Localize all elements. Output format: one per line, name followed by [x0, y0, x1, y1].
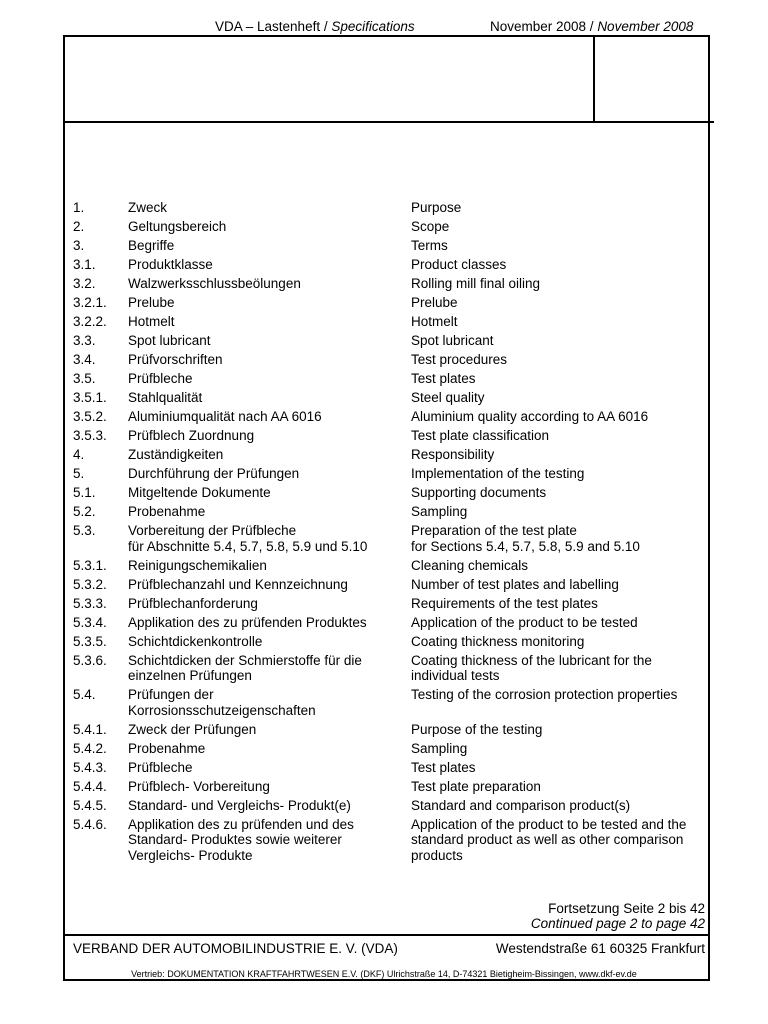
toc-title-line: für Abschnitte 5.4, 5.7, 5.8, 5.9 und 5.10 — [128, 538, 368, 554]
toc-section-number: 5.4.3. — [73, 759, 107, 775]
toc-title-line: Walzwerksschlussbeölungen — [128, 276, 301, 291]
toc-row — [73, 653, 710, 684]
toc-title-line: Aluminiumqualität nach AA 6016 — [128, 409, 322, 424]
toc-title-german — [128, 295, 411, 311]
toc-title-english — [411, 257, 711, 273]
toc-row — [73, 523, 710, 554]
toc-title-german — [128, 409, 411, 425]
toc-section-number: 1. — [73, 200, 85, 215]
toc-title-german — [128, 200, 411, 216]
toc-title-english — [411, 466, 711, 482]
toc-title-line: Hotmelt — [411, 314, 458, 329]
toc-title-line: Prüfbleche — [128, 759, 193, 775]
toc-title-line: Coating thickness monitoring — [411, 633, 585, 649]
toc-row — [73, 596, 710, 612]
toc-title-german — [128, 219, 411, 235]
table-of-contents — [73, 200, 710, 867]
toc-section-number: 5.4.1. — [73, 721, 107, 737]
toc-section-number: 5. — [73, 466, 85, 481]
toc-title-english — [411, 371, 711, 387]
toc-title-german — [128, 558, 411, 574]
toc-section-number: 3.5.1. — [73, 390, 107, 405]
toc-row — [73, 314, 710, 330]
toc-title-line: Responsibility — [411, 447, 495, 462]
toc-title-german — [128, 722, 411, 738]
toc-title-line: Probenahme — [128, 504, 206, 519]
toc-title-line: Geltungsbereich — [128, 219, 227, 234]
toc-title-line: Testing of the corrosion protection properties — [411, 687, 678, 702]
toc-title-english — [411, 760, 711, 776]
toc-title-line: Application of the product to be tested — [411, 614, 638, 630]
toc-row — [73, 558, 710, 574]
toc-title-line: Spot lubricant — [411, 333, 494, 348]
toc-title-line: Vorbereitung der Prüfbleche — [128, 523, 297, 538]
toc-title-english — [411, 295, 711, 311]
toc-title-german — [128, 741, 411, 757]
toc-title-line: Standard- Produktes sowie weiterer — [128, 832, 342, 847]
toc-section-number: 3.3. — [73, 333, 96, 348]
toc-title-line: Prelube — [128, 295, 175, 310]
toc-row — [73, 798, 710, 814]
toc-title-line: products — [411, 847, 463, 863]
toc-title-german — [128, 276, 411, 292]
toc-title-english — [411, 333, 711, 349]
toc-title-line: Reinigungschemikalien — [128, 557, 267, 573]
toc-title-line: individual tests — [411, 668, 500, 683]
toc-title-line: Product classes — [411, 257, 507, 272]
toc-title-line: Purpose of the testing — [411, 721, 543, 737]
toc-section-number: 2. — [73, 219, 85, 234]
toc-title-english — [411, 817, 711, 864]
toc-section-number: 3.2. — [73, 276, 96, 291]
toc-title-line: Vergleichs- Produkte — [128, 847, 253, 863]
toc-title-german — [128, 314, 411, 330]
toc-row — [73, 200, 710, 216]
toc-row — [73, 466, 710, 482]
toc-title-line: Supporting documents — [411, 485, 547, 500]
toc-title-line: Produktklasse — [128, 257, 213, 272]
toc-section-number: 3.5.2. — [73, 409, 107, 424]
toc-title-line: Zuständigkeiten — [128, 447, 224, 462]
toc-section-number: 5.2. — [73, 504, 96, 519]
toc-title-line: einzelnen Prüfungen — [128, 668, 252, 683]
toc-title-english — [411, 653, 711, 684]
toc-title-line: Korrosionsschutzeigenschaften — [128, 702, 316, 718]
toc-title-german — [128, 428, 411, 444]
toc-section-number: 3.4. — [73, 352, 96, 367]
toc-row — [73, 409, 710, 425]
title-box-divider — [63, 121, 714, 123]
toc-section-number: 5.4.6. — [73, 816, 107, 832]
toc-title-line: Standard and comparison product(s) — [411, 797, 631, 813]
toc-title-english — [411, 615, 711, 631]
toc-row — [73, 504, 710, 520]
toc-section-number: 3.1. — [73, 257, 96, 272]
toc-row — [73, 817, 710, 864]
toc-row — [73, 577, 710, 593]
toc-row — [73, 615, 710, 631]
toc-title-english — [411, 523, 711, 554]
header-date-de: November 2008 / — [490, 19, 598, 34]
toc-title-line: Prüfvorschriften — [128, 352, 223, 367]
toc-section-number: 5.3.3. — [73, 595, 107, 611]
toc-title-line: Sampling — [411, 504, 468, 519]
toc-title-line: Probenahme — [128, 740, 206, 756]
toc-title-german — [128, 333, 411, 349]
toc-title-line: Test plate classification — [411, 428, 550, 443]
toc-section-number: 5.3.2. — [73, 576, 107, 592]
title-box-side-divider — [593, 35, 595, 123]
toc-row — [73, 295, 710, 311]
toc-title-german — [128, 466, 411, 482]
toc-section-number: 3.5.3. — [73, 428, 107, 443]
continuation-note-en: Continued page 2 to page 42 — [530, 916, 705, 931]
toc-title-english — [411, 409, 711, 425]
toc-title-line: Zweck — [128, 200, 168, 215]
toc-row — [73, 390, 710, 406]
footer-divider — [63, 934, 710, 936]
toc-title-german — [128, 615, 411, 631]
header-document-type-de: VDA – Lastenheft / — [215, 19, 332, 34]
toc-title-line: Scope — [411, 219, 450, 234]
toc-title-line: Implementation of the testing — [411, 466, 585, 481]
toc-title-line: Terms — [411, 238, 448, 253]
toc-section-number: 5.3.1. — [73, 557, 107, 573]
toc-title-line: Stahlqualität — [128, 390, 203, 405]
toc-title-english — [411, 428, 711, 444]
toc-row — [73, 257, 710, 273]
toc-title-line: Steel quality — [411, 390, 485, 405]
toc-title-line: Prüfblech- Vorbereitung — [128, 778, 270, 794]
toc-title-line: Test plates — [411, 759, 476, 775]
toc-title-english — [411, 741, 711, 757]
toc-title-english — [411, 687, 711, 718]
toc-row — [73, 428, 710, 444]
distribution-note: Vertrieb: DOKUMENTATION KRAFTFAHRTWESEN E.V. (DKF) Ulrichstraße 14, D-74321 Bietigheim-Bissingen, www.dkf-ev.de — [131, 969, 637, 979]
header-document-type — [215, 19, 415, 34]
toc-title-line: Rolling mill final oiling — [411, 276, 541, 291]
toc-title-english — [411, 276, 711, 292]
toc-title-english — [411, 390, 711, 406]
toc-section-number: 3. — [73, 238, 85, 253]
toc-row — [73, 634, 710, 650]
toc-title-line: Test plates — [411, 371, 476, 386]
toc-title-german — [128, 485, 411, 501]
toc-section-number: 5.4.4. — [73, 778, 107, 794]
toc-title-german — [128, 371, 411, 387]
toc-title-line: Begriffe — [128, 238, 175, 253]
toc-row — [73, 722, 710, 738]
toc-title-german — [128, 390, 411, 406]
toc-title-line: Test procedures — [411, 352, 508, 367]
toc-title-line: Hotmelt — [128, 314, 175, 329]
toc-title-german — [128, 257, 411, 273]
toc-title-english — [411, 634, 711, 650]
toc-title-line: Prüfblechanforderung — [128, 595, 258, 611]
toc-title-german — [128, 523, 411, 554]
publisher-name: VERBAND DER AUTOMOBILINDUSTRIE E. V. (VDA) — [73, 941, 398, 956]
toc-section-number: 5.3.4. — [73, 614, 107, 630]
toc-row — [73, 276, 710, 292]
toc-title-line: Prüfungen der — [128, 687, 214, 702]
toc-title-line: Schichtdickenkontrolle — [128, 633, 263, 649]
toc-title-line: Spot lubricant — [128, 333, 211, 348]
header-document-type-en: Specifications — [331, 19, 415, 34]
toc-title-line: Test plate preparation — [411, 778, 541, 794]
toc-title-english — [411, 200, 711, 216]
header-date — [490, 19, 693, 34]
toc-title-german — [128, 653, 411, 684]
toc-row — [73, 447, 710, 463]
toc-title-line: Mitgeltende Dokumente — [128, 485, 271, 500]
toc-section-number: 5.4. — [73, 687, 96, 702]
toc-title-german — [128, 634, 411, 650]
toc-title-english — [411, 238, 711, 254]
toc-title-line: Prelube — [411, 295, 458, 310]
toc-title-english — [411, 447, 711, 463]
toc-title-english — [411, 798, 711, 814]
toc-title-german — [128, 779, 411, 795]
toc-title-line: Aluminium quality according to AA 6016 — [411, 409, 649, 424]
toc-row — [73, 760, 710, 776]
publisher-address: Westendstraße 61 60325 Frankfurt — [495, 941, 705, 956]
toc-section-number: 3.5. — [73, 371, 96, 386]
toc-title-line: Applikation des zu prüfenden und des — [128, 816, 354, 832]
toc-section-number: 4. — [73, 447, 85, 462]
toc-title-german — [128, 504, 411, 520]
toc-title-line: Schichtdicken der Schmierstoffe für die — [128, 652, 362, 668]
toc-section-number: 5.3.6. — [73, 652, 107, 668]
toc-title-english — [411, 219, 711, 235]
toc-section-number: 5.3.5. — [73, 633, 107, 649]
toc-row — [73, 371, 710, 387]
toc-title-line: Application of the product to be tested and the — [411, 816, 687, 832]
toc-title-english — [411, 577, 711, 593]
toc-title-line: for Sections 5.4, 5.7, 5.8, 5.9 and 5.10 — [411, 538, 640, 554]
toc-section-number: 3.2.2. — [73, 314, 107, 329]
toc-title-german — [128, 447, 411, 463]
toc-row — [73, 741, 710, 757]
toc-title-english — [411, 504, 711, 520]
toc-section-number: 5.3. — [73, 523, 96, 538]
header-date-en: November 2008 — [597, 19, 694, 34]
toc-title-line: Standard- und Vergleichs- Produkt(e) — [128, 797, 351, 813]
toc-section-number: 5.1. — [73, 485, 96, 500]
toc-title-line: Purpose — [411, 200, 462, 215]
toc-title-line: Number of test plates and labelling — [411, 576, 619, 592]
toc-title-english — [411, 485, 711, 501]
toc-section-number: 5.4.5. — [73, 797, 107, 813]
toc-title-line: Requirements of the test plates — [411, 595, 598, 611]
toc-title-english — [411, 314, 711, 330]
toc-row — [73, 687, 710, 718]
toc-title-german — [128, 596, 411, 612]
toc-title-german — [128, 798, 411, 814]
toc-title-english — [411, 558, 711, 574]
toc-row — [73, 779, 710, 795]
toc-title-line: Prüfbleche — [128, 371, 193, 386]
toc-title-german — [128, 352, 411, 368]
toc-title-line: Durchführung der Prüfungen — [128, 466, 300, 481]
toc-title-line: Prüfblech Zuordnung — [128, 428, 255, 443]
toc-title-german — [128, 687, 411, 718]
toc-title-german — [128, 238, 411, 254]
toc-title-english — [411, 779, 711, 795]
toc-title-english — [411, 722, 711, 738]
toc-title-german — [128, 577, 411, 593]
toc-title-german — [128, 817, 411, 864]
toc-title-german — [128, 760, 411, 776]
toc-section-number: 5.4.2. — [73, 740, 107, 756]
toc-row — [73, 219, 710, 235]
toc-section-number: 3.2.1. — [73, 295, 107, 310]
toc-title-line: Cleaning chemicals — [411, 557, 529, 573]
toc-title-line: Coating thickness of the lubricant for the — [411, 652, 652, 668]
toc-title-english — [411, 596, 711, 612]
toc-title-line: Sampling — [411, 740, 468, 756]
toc-title-line: Zweck der Prüfungen — [128, 721, 257, 737]
toc-title-line: Preparation of the test plate — [411, 523, 577, 538]
toc-title-english — [411, 352, 711, 368]
toc-title-line: Applikation des zu prüfenden Produktes — [128, 614, 367, 630]
toc-row — [73, 485, 710, 501]
toc-row — [73, 352, 710, 368]
toc-row — [73, 238, 710, 254]
toc-title-line: Prüfblechanzahl und Kennzeichnung — [128, 576, 348, 592]
toc-title-line: standard product as well as other comparison — [411, 832, 684, 847]
toc-row — [73, 333, 710, 349]
continuation-note-de: Fortsetzung Seite 2 bis 42 — [548, 901, 705, 916]
